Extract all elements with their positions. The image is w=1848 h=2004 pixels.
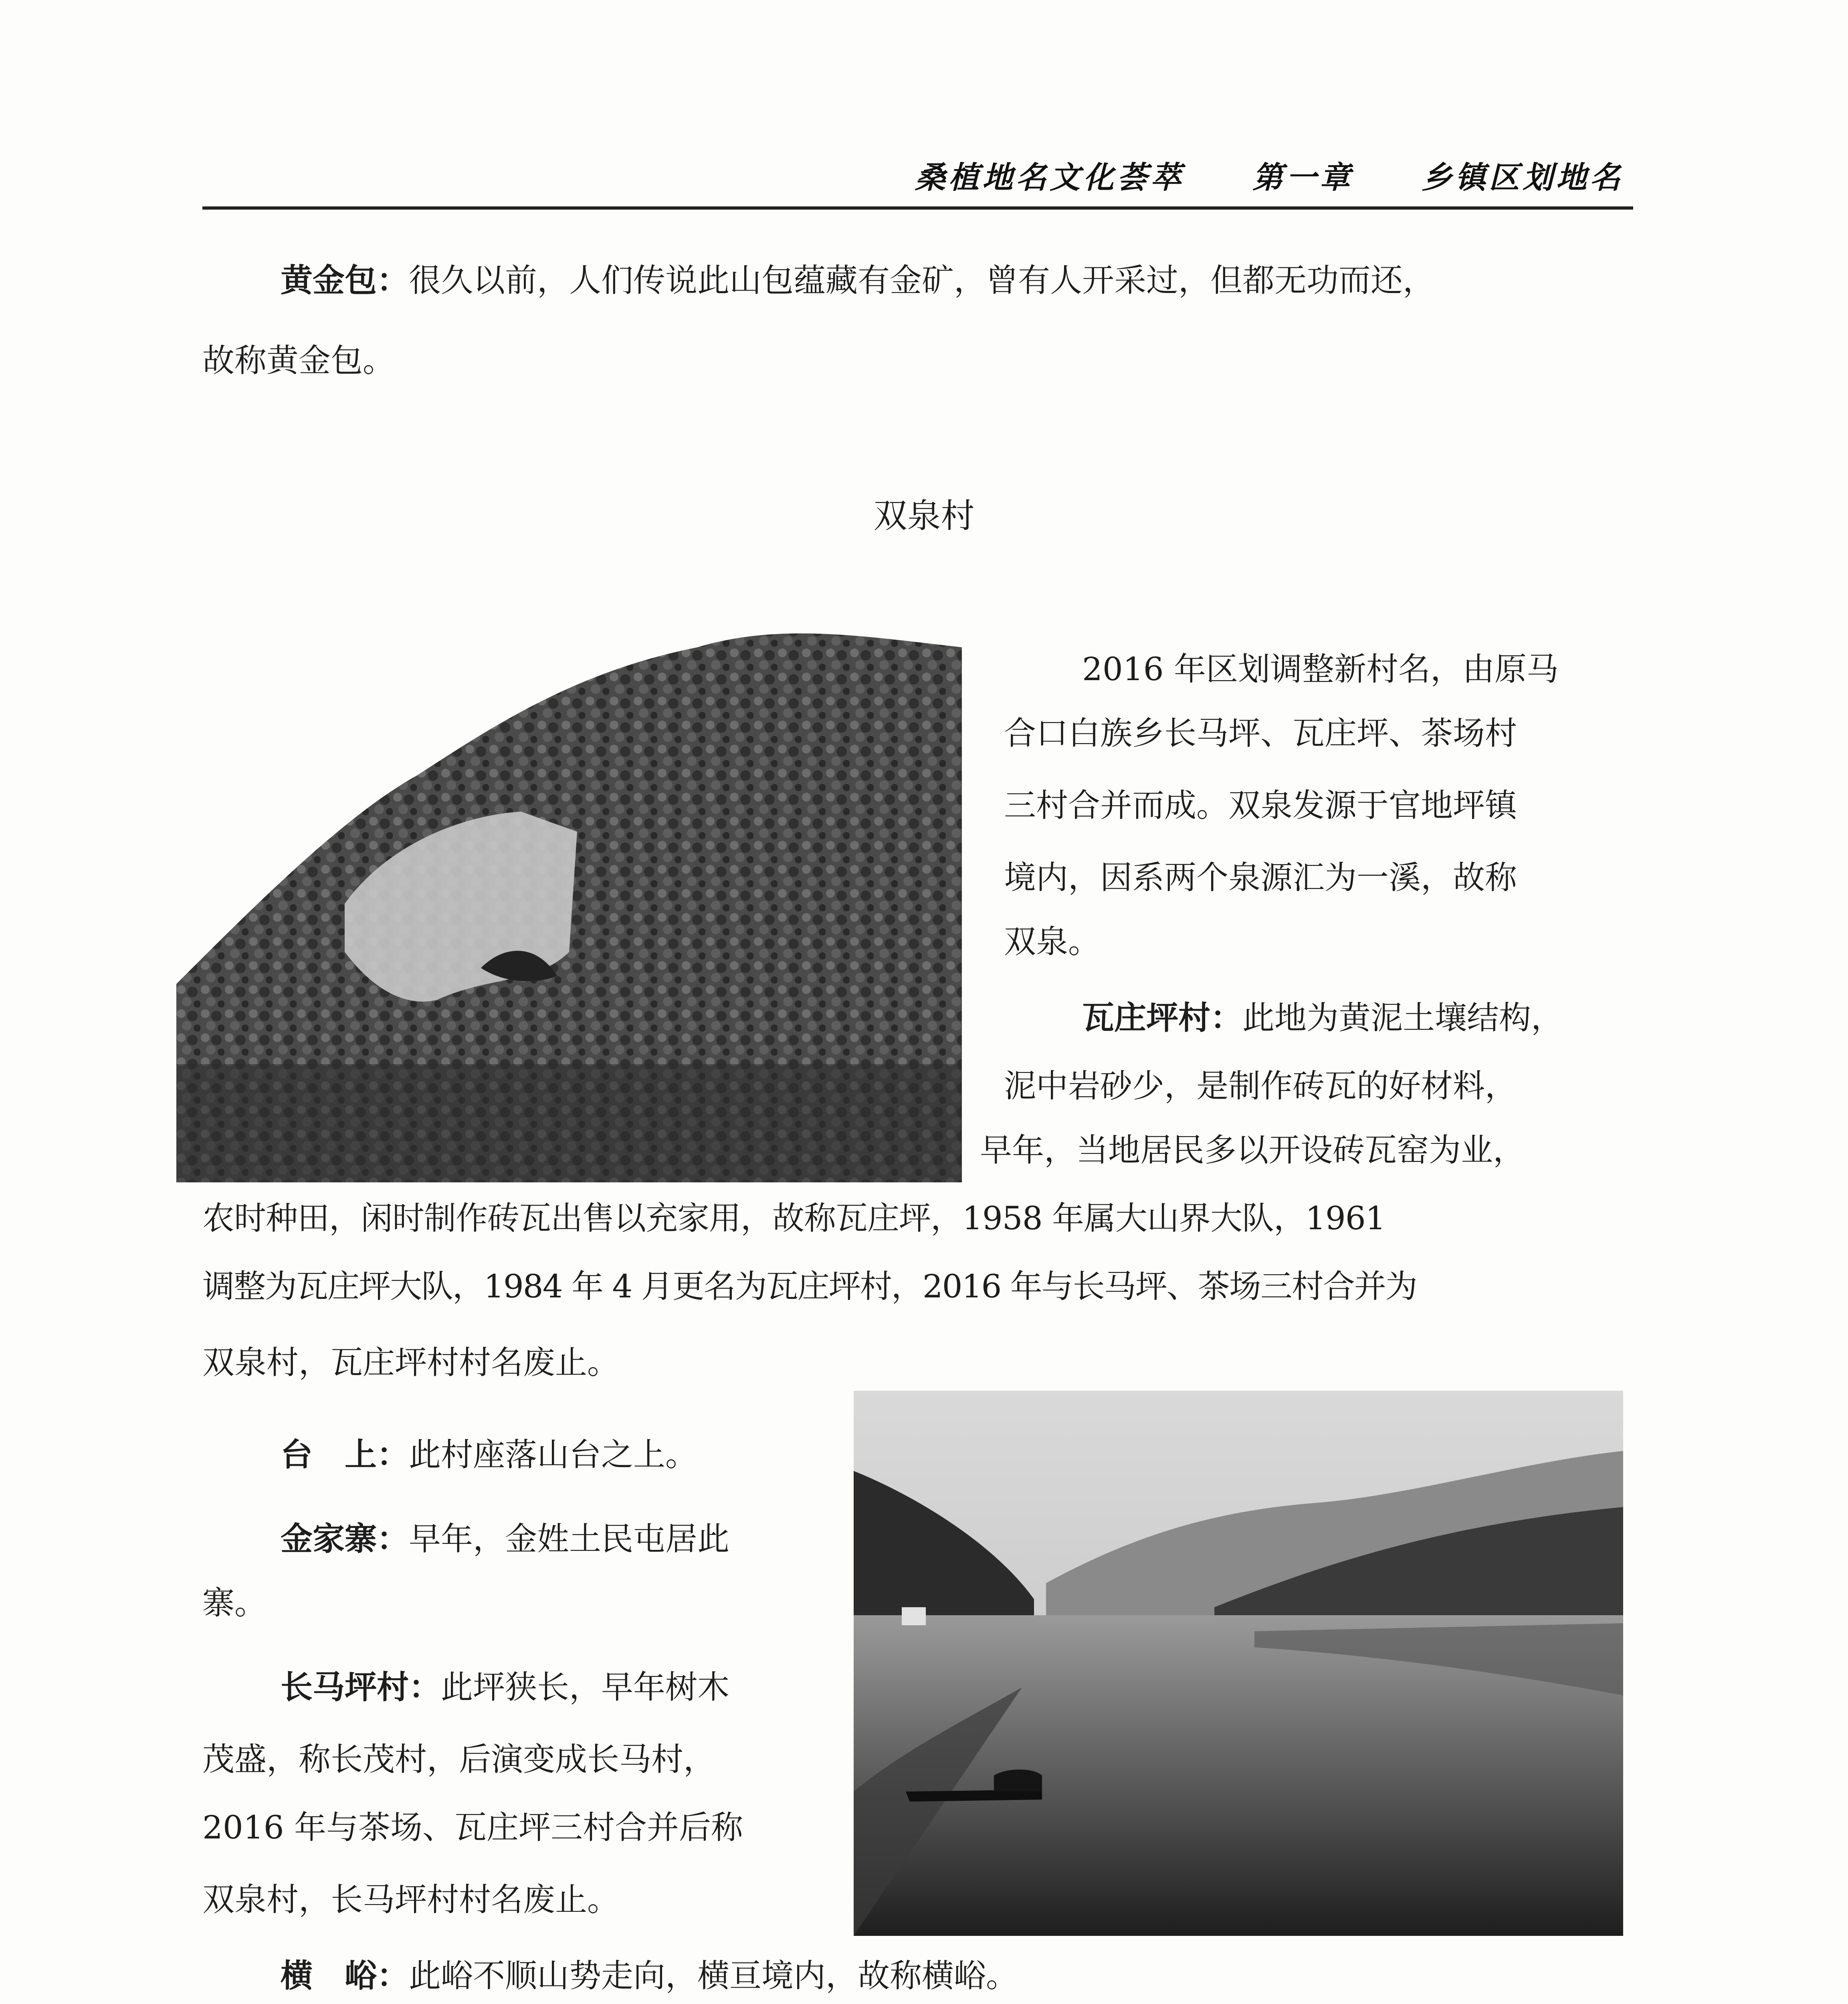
header-rule <box>202 206 1633 210</box>
mountain-cliff-photo <box>176 623 962 1182</box>
entry-term: 黄金包： <box>281 262 409 299</box>
wazhuangping-line2: 泥中岩砂少，是制作砖瓦的好材料， <box>1004 1067 1517 1105</box>
jinjiazhai-line1: 金家寨：早年，金姓土民屯居此 <box>281 1520 729 1558</box>
intro-entry-line1: 黄金包：很久以前，人们传说此山包蕴藏有金矿，曾有人开采过，但都无功而还， <box>281 262 1435 299</box>
entry-term: 长马坪村： <box>281 1669 441 1706</box>
changmaping-line3: 2016 年与茶场、瓦庄坪三村合并后称 <box>202 1809 743 1846</box>
section-title: 双泉村 <box>873 496 975 535</box>
wazhuangping-line3: 早年，当地居民多以开设砖瓦窑为业， <box>980 1131 1525 1169</box>
village-para-line4: 境内，因系两个泉源汇为一溪，故称 <box>1004 859 1517 896</box>
wazhuangping-line1: 瓦庄坪村：此地为黄泥土壤结构， <box>1082 999 1563 1036</box>
village-para-line3: 三村合并而成。双泉发源于官地坪镇 <box>1004 787 1517 824</box>
entry-term: 瓦庄坪村： <box>1082 999 1242 1036</box>
village-para-line1: 2016 年区划调整新村名，由原马 <box>1082 650 1559 688</box>
village-para-line5: 双泉。 <box>1004 923 1100 960</box>
wazhuangping-line5: 调整为瓦庄坪大队，1984 年 4 月更名为瓦庄坪村，2016 年与长马坪、茶场三村合并为 <box>202 1268 1417 1305</box>
village-para-line2: 合口白族乡长马坪、瓦庄坪、茶场村 <box>1004 715 1517 752</box>
entry-term: 台 上： <box>281 1436 409 1473</box>
hengyu-entry: 横 峪：此峪不顺山势走向，横亘境内，故称横峪。 <box>281 1957 1018 1994</box>
wazhuangping-line4: 农时种田，闲时制作砖瓦出售以充家用，故称瓦庄坪，1958 年属大山界大队，1961 <box>202 1200 1385 1237</box>
section-label: 乡镇区划地名 <box>1422 160 1624 195</box>
changmaping-line2: 茂盛，称长茂村，后演变成长马村， <box>202 1741 715 1778</box>
running-header <box>915 153 1624 197</box>
book-title: 桑植地名文化荟萃 <box>915 160 1184 195</box>
chapter-label: 第一章 <box>1252 160 1353 195</box>
changmaping-line1: 长马坪村：此坪狭长，早年树木 <box>281 1669 729 1706</box>
entry-term: 金家寨： <box>281 1520 409 1558</box>
intro-entry-line2: 故称黄金包。 <box>202 342 395 379</box>
entry-term: 横 峪： <box>281 1957 409 1994</box>
jinjiazhai-line2: 寨。 <box>202 1584 267 1622</box>
taishang-entry: 台 上：此村座落山台之上。 <box>281 1436 697 1473</box>
wazhuangping-line6: 双泉村，瓦庄坪村村名废止。 <box>202 1344 619 1381</box>
changmaping-line4: 双泉村，长马坪村村名废止。 <box>202 1881 619 1918</box>
river-landscape-photo <box>854 1391 1623 1936</box>
